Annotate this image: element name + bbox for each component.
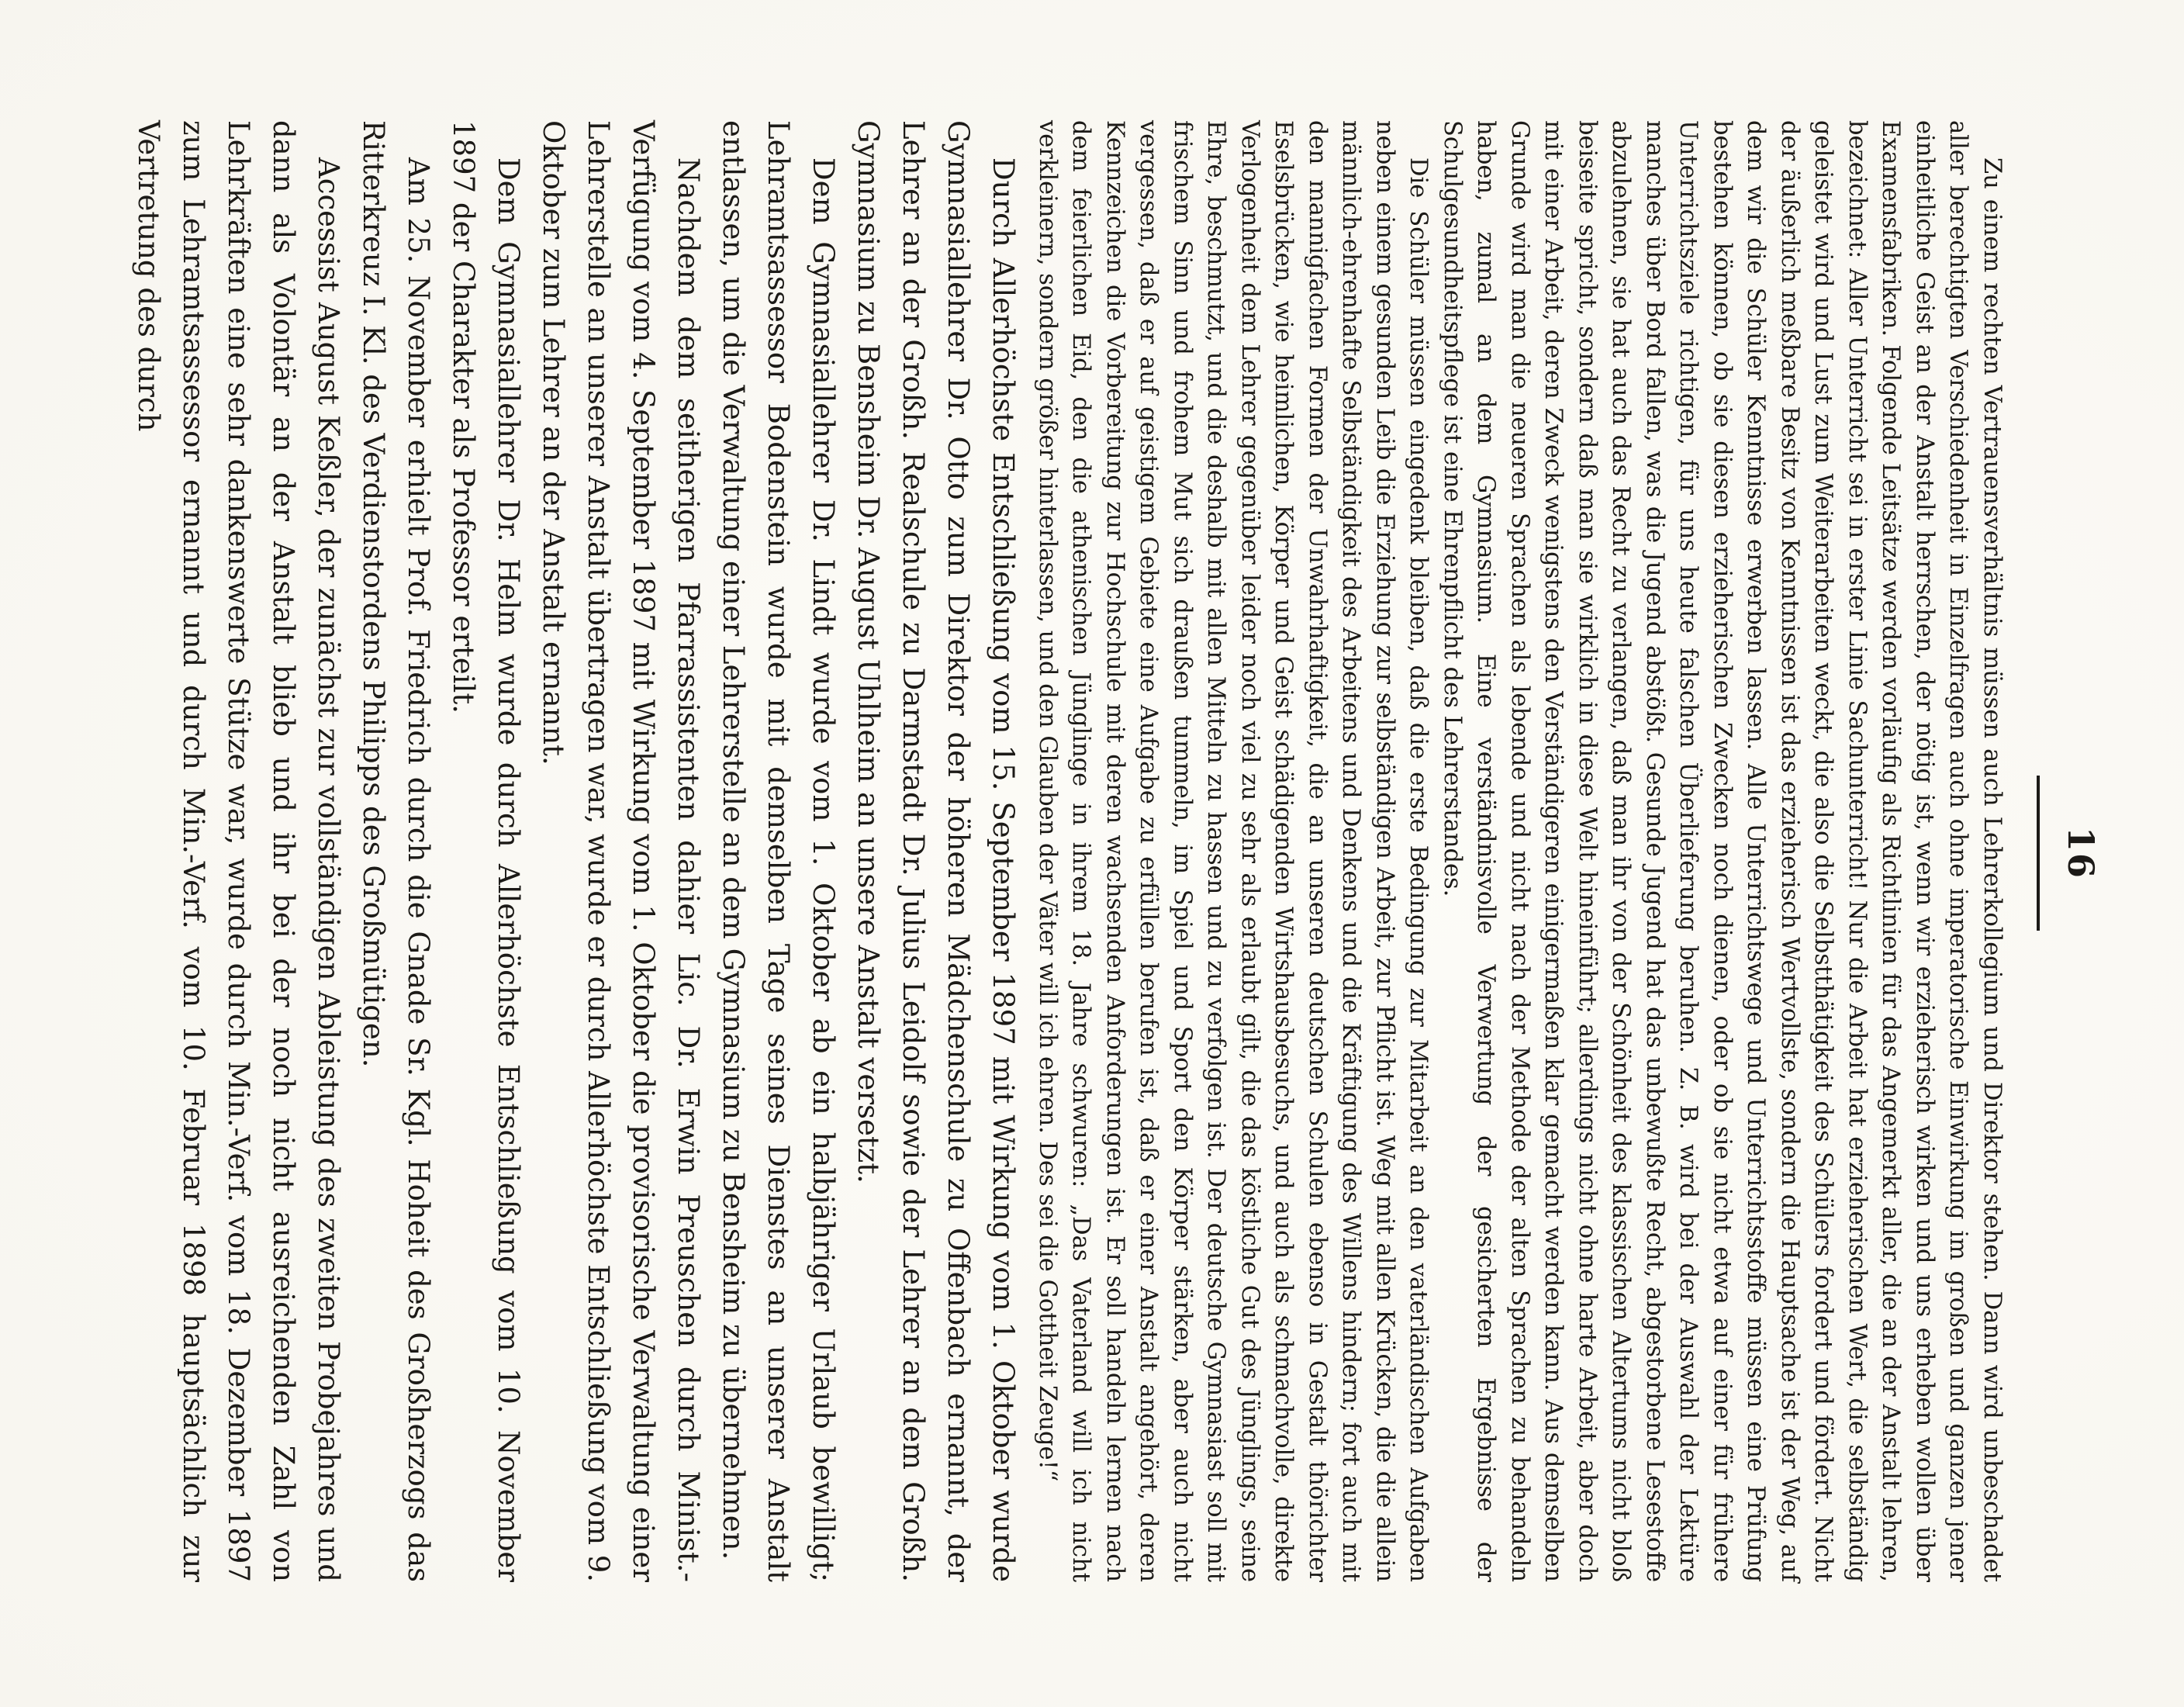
page-number-rule bbox=[2037, 776, 2040, 931]
paragraph-schueler: Die Schüler müssen eingedenk bleiben, daß die erste Bedingung zur Mitarbeit an den vaterländischen Aufgaben neben einem gesunden Leib die Erziehung zur selbständigen Arbeit, zur Pflicht ist. Weg mit allen Krücken, die die allein männlich-ehrenhafte Selbständigkeit des Arbeitens und Denkens und die Kräftigung des Willens hindern; fort auch mit den mannigfachen Formen der Unwahrhaftigkeit, die an unseren deutschen Schulen ebenso in Gestalt thörichter Eselsbrücken, wie heimlichen, Körper und Geist schädigenden Wirtshausbesuchs, und auch als schmachvolle, direkte Verlogenheit dem Lehrer gegenüber leider noch viel zu sehr als erlaubt gilt, die das köstliche Gut des Jünglings, seine Ehre, beschmutzt, und die deshalb mit allen Mitteln zu hassen und zu verfolgen ist. Der deutsche Gymnasiast soll mit frischem Sinn und frohem Mut sich draußen tummeln, im Spiel und Sport den Körper stärken, aber auch nicht vergessen, daß er auf geistigem Gebiete eine Aufgabe zu erfüllen berufen ist, daß er einer Anstalt angehört, deren Kennzeichen die Vorbereitung zur Hochschule mit deren wachsenden Anforderungen ist. Er soll handeln lernen nach dem feierlichen Eid, den die athenischen Jünglinge in ihrem 18. Jahre schwuren: „Das Vaterland will ich nicht verkleinern, sondern größer hinterlassen, und den Glauben der Väter will ich ehren. Des sei die Gottheit Zeuge!“ bbox=[1034, 120, 1432, 1582]
body-text bbox=[126, 120, 2009, 1582]
paragraph-personal-kessler: Accessist August Keßler, der zunächst zur vollständigen Ableistung des zweiten Probejahres und dann als Volontär an der Anstalt blieb und ihr bei der noch nicht ausreichenden Zahl von Lehrkräften eine sehr dankenswerte Stütze war, wurde durch Min.-Verf. vom 18. Dezember 1897 zum Lehramtsassessor ernannt und durch Min.-Verf. vom 10. Februar 1898 hauptsächlich zur Vertretung des durch bbox=[132, 120, 346, 1582]
paragraph-personal-helm: Dem Gymnasiallehrer Dr. Helm wurde durch Allerhöchste Entschließung vom 10. November 1897 der Charakter als Professor erteilt. bbox=[447, 120, 526, 1582]
paragraph-personal-otto: Durch Allerhöchste Entschließung vom 15. September 1897 mit Wirkung vom 1. Oktober wurde Gymnasiallehrer Dr. Otto zum Direktor der höheren Mädchenschule zu Offenbach ernannt, der Lehrer an der Großh. Realschule zu Darmstadt Dr. Julius Leidolf sowie der Lehrer an dem Großh. Gymnasium zu Bensheim Dr. August Uhlheim an unsere Anstalt versetzt. bbox=[852, 120, 1021, 1582]
page-number: 16 bbox=[2060, 826, 2102, 879]
document-page bbox=[47, 31, 2125, 1675]
paragraph-lehrerkollegium: Zu einem rechten Vertrauensverhältnis müssen auch Lehrerkollegium und Direktor stehen. Dann wird unbeschadet aller berechtigten Verschiedenheit in Einzelfragen auch ohne imperatorische Einwirkung im großen und ganzen jener einheitliche Geist an der Anstalt herrschen, der nötig ist, wenn wir erzieherisch wirken und uns erheben wollen über Examensfabriken. Folgende Leitsätze werden vorläufig als Richtlinien für das Angemerkt aller, die an der Anstalt lehren, bezeichnet: Aller Unterricht sei in erster Linie Sachunterricht! Nur die Arbeit hat erzieherischen Wert, die selbständig geleistet wird und Lust zum Weiterarbeiten weckt, die also die Selbstthätigkeit des Schülers fordert und fördert. Nicht der äußerlich meßbare Besitz von Kenntnissen ist das erzieherisch Wertvollste, sondern die Hauptsache ist der Weg, auf dem wir die Schüler Kenntnisse erwerben lassen. Alle Unterrichtswege und Unterrichtsstoffe müssen eine Prüfung bestehen können, ob sie diesen erzieherischen Zwecken noch dienen, oder ob sie nicht etwa auf einer für frühere Unterrichtsziele richtigen, für uns heute falschen Überlieferung beruhen. Z. B. wird bei der Auswahl der Lektüre manches über Bord fallen, was die Jugend abstößt. Gesunde Jugend hat das unbewußte Recht, abgestorbene Lesestoffe abzulehnen, sie hat auch das Recht zu verlangen, daß man ihr von der Schönheit des klassischen Altertums nicht bloß beiseite spricht, sondern daß man sie wirklich in diese Welt hineinführt; allerdings nicht ohne harte Arbeit, aber doch mit einer Arbeit, deren Zweck wenigstens den Verständigeren einigermaßen klar gemacht werden kann. Aus demselben Grunde wird man die neueren Sprachen als lebende und nicht nach der Methode der alten Sprachen zu behandeln haben, zumal an dem Gymnasium. Eine verständnisvolle Verwertung der gesicherten Ergebnisse der Schulgesundheitspflege ist eine Ehrenpflicht des Lehrerstandes. bbox=[1439, 120, 2006, 1582]
paragraph-personal-preuschen: Nachdem dem seitherigen Pfarrassistenten dahier Lic. Dr. Erwin Preuschen durch Minist.-Verfügung vom 4. September 1897 mit Wirkung vom 1. Oktober die provisorische Verwaltung einer Lehrerstelle an unserer Anstalt übertragen war, wurde er durch Allerhöchste Entschließung vom 9. Oktober zum Lehrer an der Anstalt ernannt. bbox=[537, 120, 706, 1582]
paragraph-personal-friedrich: Am 25. November erhielt Prof. Friedrich durch die Gnade Sr. Kgl. Hoheit des Großherzogs das Ritterkreuz I. Kl. des Verdienstordens Philipps des Großmütigen. bbox=[357, 120, 436, 1582]
paragraph-personal-lindt: Dem Gymnasiallehrer Dr. Lindt wurde vom 1. Oktober ab ein halbjähriger Urlaub bewilligt; Lehramtsassessor Bodenstein wurde mit demselben Tage seines Dienstes an unserer Anstalt entlassen, um die Verwaltung einer Lehrerstelle an dem Gymnasium zu Bensheim zu übernehmen. bbox=[717, 120, 841, 1582]
